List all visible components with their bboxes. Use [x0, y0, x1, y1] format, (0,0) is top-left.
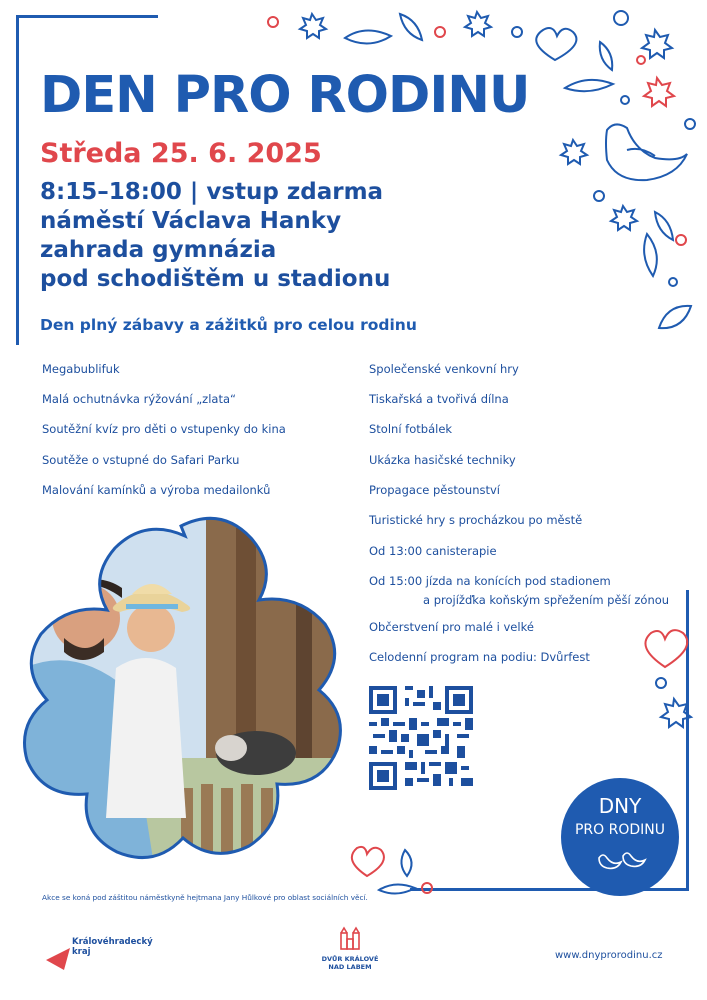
flower-icon — [611, 206, 637, 230]
frame-line-top — [16, 15, 158, 18]
flower-icon — [642, 30, 672, 58]
kraj-logo-icon — [44, 946, 74, 972]
dot-icon — [621, 96, 629, 104]
city-logo-text — [300, 955, 400, 971]
dot-icon — [268, 17, 278, 27]
dot-icon — [656, 678, 666, 688]
patronage-note: Akce se koná pod záštitou náměstkyně hejtmana Jany Hůlkové pro oblast sociálních věcí. — [42, 893, 368, 902]
info-line: náměstí Václava Hanky — [40, 208, 342, 234]
city-crest-icon — [338, 925, 362, 953]
kraj-logo-line: kraj — [72, 947, 91, 957]
kraj-logo-line: Královéhradecký — [72, 937, 153, 947]
badge-line2: PRO RODINU — [574, 822, 665, 838]
list-item: Stolní fotbálek — [369, 422, 453, 436]
website-link[interactable]: www.dnyprorodinu.cz — [555, 950, 663, 961]
dot-icon — [685, 119, 695, 129]
list-item: Ukázka hasičské techniky — [369, 453, 516, 467]
list-item: Malá ochutnávka rýžování „zlata“ — [42, 392, 236, 406]
dot-icon — [422, 883, 432, 893]
dot-icon — [669, 278, 677, 286]
leaf-icon — [379, 884, 415, 893]
event-info — [40, 178, 390, 294]
list-item: Soutěžní kvíz pro děti o vstupenky do kina — [42, 422, 286, 436]
dot-icon — [676, 235, 686, 245]
leaf-icon — [401, 850, 411, 876]
qr-code-icon[interactable] — [369, 686, 473, 790]
list-item: Propagace pěstounství — [369, 483, 500, 497]
city-logo-line: DVŮR KRÁLOVÉ — [321, 955, 379, 963]
city-logo-line: NAD LABEM — [328, 963, 372, 971]
info-line: 8:15–18:00 | vstup zdarma — [40, 179, 384, 205]
bird-icon — [595, 850, 647, 872]
event-subtitle: Den plný zábavy a zážitků pro celou rodinu — [40, 316, 417, 334]
dot-icon — [614, 11, 628, 25]
leaf-icon — [565, 80, 613, 91]
kraj-logo-text — [72, 937, 153, 957]
dot-icon — [435, 27, 445, 37]
leaf-icon — [345, 30, 391, 43]
dot-icon — [512, 27, 522, 37]
leaf-icon — [655, 212, 673, 240]
flower-icon — [644, 78, 674, 106]
leaf-icon — [400, 14, 422, 40]
list-item — [369, 574, 669, 607]
leaf-icon — [644, 234, 657, 276]
list-item: Megabublifuk — [42, 362, 120, 376]
list-item: Občerstvení pro malé i velké — [369, 620, 534, 634]
list-item: Tiskařská a tvořivá dílna — [369, 392, 509, 406]
heart-icon — [645, 630, 687, 667]
heart-icon — [536, 28, 576, 60]
frame-line-left — [16, 15, 19, 345]
list-item: Společenské venkovní hry — [369, 362, 519, 376]
list-item-line: a projížďka koňským spřežením pěší zónou — [423, 593, 670, 607]
badge-line1: DNY — [598, 794, 642, 818]
dot-icon — [637, 56, 645, 64]
list-item: Soutěže o vstupné do Safari Parku — [42, 453, 240, 467]
decoration-right — [630, 615, 707, 735]
flower-icon — [300, 14, 326, 38]
dny-pro-rodinu-badge — [561, 778, 679, 896]
flower-icon — [661, 699, 691, 727]
event-date: Středa 25. 6. 2025 — [40, 138, 322, 169]
leaf-icon — [600, 42, 613, 70]
list-item: Malování kamínků a výroba medailonků — [42, 483, 271, 497]
page-title: DEN PRO RODINU — [40, 66, 530, 125]
dot-icon — [594, 191, 604, 201]
bird-icon — [606, 124, 687, 180]
info-line: zahrada gymnázia — [40, 237, 277, 263]
leaf-icon — [659, 306, 691, 328]
flower-icon — [561, 140, 587, 164]
family-photo — [6, 508, 361, 878]
info-line: pod schodištěm u stadionu — [40, 266, 391, 292]
list-item-line: Od 15:00 jízda na konících pod stadionem — [369, 574, 611, 588]
list-item: Turistické hry s procházkou po městě — [369, 513, 583, 527]
flower-icon — [465, 12, 491, 36]
list-item: Celodenní program na podiu: Dvůrfest — [369, 650, 590, 664]
list-item: Od 13:00 canisterapie — [369, 544, 497, 558]
